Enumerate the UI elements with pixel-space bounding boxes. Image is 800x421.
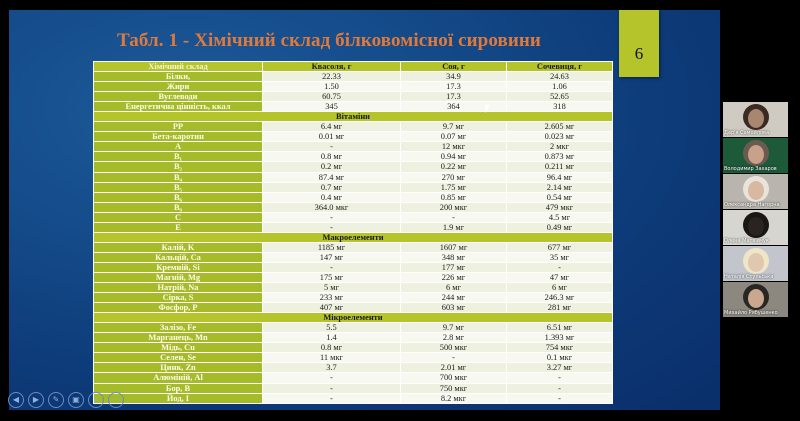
- row-label: Залізо, Fe: [94, 323, 263, 333]
- participant-name: Олена Матвійчук: [724, 238, 769, 244]
- section-header-row: [94, 232, 613, 242]
- cell-value: 24.63: [507, 72, 613, 82]
- cell-value: 2 мкг: [507, 142, 613, 152]
- cell-value: 9.7 мг: [401, 323, 507, 333]
- row-label: Жири: [94, 82, 263, 92]
- participant-face-icon: [748, 109, 764, 128]
- row-label: A: [94, 142, 263, 152]
- see-all-slides-button[interactable]: ▣: [68, 392, 84, 408]
- table-row: [94, 172, 613, 182]
- row-label: E: [94, 222, 263, 232]
- participant-face-icon: [748, 289, 764, 308]
- pen-button[interactable]: ✎: [48, 392, 64, 408]
- next-slide-button[interactable]: ▶: [28, 392, 44, 408]
- cell-value: 345: [263, 102, 401, 112]
- section-header-row: [94, 112, 613, 122]
- table-row: [94, 92, 613, 102]
- zoom-button[interactable]: ⌕: [88, 392, 104, 408]
- cell-value: 1.4: [263, 333, 401, 343]
- cell-value: 318: [507, 102, 613, 112]
- table-row: [94, 293, 613, 303]
- cell-value: 1.06: [507, 82, 613, 92]
- cell-value: 3.27 мг: [507, 363, 613, 373]
- cell-value: 177 мг: [401, 262, 507, 272]
- table-row: [94, 333, 613, 343]
- row-label: C: [94, 212, 263, 222]
- cell-value: 677 мг: [507, 242, 613, 252]
- cell-value: 0.8 мг: [263, 343, 401, 353]
- cell-value: 0.211 мг: [507, 162, 613, 172]
- cell-value: -: [263, 383, 401, 393]
- table-row: [94, 82, 613, 92]
- cell-value: 364: [401, 102, 507, 112]
- cell-value: -: [507, 393, 613, 403]
- row-label: Калій, K: [94, 242, 263, 252]
- cell-value: -: [507, 262, 613, 272]
- row-label: Селен, Se: [94, 353, 263, 363]
- participant-name: Володимир Захаров: [724, 166, 777, 172]
- cell-value: 96.4 мг: [507, 172, 613, 182]
- row-label: PP: [94, 122, 263, 132]
- cell-value: -: [507, 373, 613, 383]
- cell-value: 34.9: [401, 72, 507, 82]
- cell-value: 0.873 мг: [507, 152, 613, 162]
- section-label: Мікроелементи: [94, 313, 613, 323]
- cell-value: -: [401, 353, 507, 363]
- table-row: [94, 202, 613, 212]
- cell-value: 0.07 мг: [401, 132, 507, 142]
- table-row: [94, 343, 613, 353]
- cell-value: 700 мкг: [401, 373, 507, 383]
- cell-value: 8.2 мкг: [401, 393, 507, 403]
- cell-value: 87.4 мг: [263, 172, 401, 182]
- cell-value: 246.3 мг: [507, 293, 613, 303]
- cell-value: 11 мкг: [263, 353, 401, 363]
- cell-value: 0.22 мг: [401, 162, 507, 172]
- cell-value: 226 мг: [401, 272, 507, 282]
- cell-value: 2.8 мг: [401, 333, 507, 343]
- table-row: [94, 283, 613, 293]
- row-label: Марганець, Mn: [94, 333, 263, 343]
- column-header: Хімічний склад: [94, 62, 263, 72]
- table-row: [94, 252, 613, 262]
- cell-value: 754 мкг: [507, 343, 613, 353]
- table-row: [94, 152, 613, 162]
- cell-value: 175 мг: [263, 272, 401, 282]
- section-label: Вітаміни: [94, 112, 613, 122]
- cell-value: 244 мг: [401, 293, 507, 303]
- cell-value: 47 мг: [507, 272, 613, 282]
- cell-value: 6.51 мг: [507, 323, 613, 333]
- cell-value: 0.49 мг: [507, 222, 613, 232]
- cell-value: 4.5 мг: [507, 212, 613, 222]
- cell-value: 0.94 мг: [401, 152, 507, 162]
- chemical-composition-table: [93, 61, 613, 404]
- table-row: [94, 262, 613, 272]
- cell-value: 1607 мг: [401, 242, 507, 252]
- cell-value: 0.7 мг: [263, 182, 401, 192]
- table-row: [94, 142, 613, 152]
- table-row: [94, 393, 613, 403]
- cell-value: 12 мкг: [401, 142, 507, 152]
- section-label: Макроелементи: [94, 232, 613, 242]
- column-header: Квасоля, г: [263, 62, 401, 72]
- cell-value: 2.605 мг: [507, 122, 613, 132]
- cell-value: -: [263, 373, 401, 383]
- cell-value: 0.54 мг: [507, 192, 613, 202]
- participant-name: Наталія Стульська: [724, 274, 774, 280]
- previous-slide-button[interactable]: ◀: [8, 392, 24, 408]
- table-row: [94, 132, 613, 142]
- participant-face-icon: [748, 217, 764, 236]
- cell-value: -: [263, 142, 401, 152]
- row-label: Вуглеводи: [94, 92, 263, 102]
- cell-value: 348 мг: [401, 252, 507, 262]
- participant-tile[interactable]: [723, 102, 788, 137]
- table-row: [94, 383, 613, 393]
- row-label: Йод, I: [94, 393, 263, 403]
- row-label: B₅: [94, 182, 263, 192]
- row-label: Фосфор, P: [94, 303, 263, 313]
- cell-value: 1185 мг: [263, 242, 401, 252]
- participant-name: Михайло Рябушенко: [724, 310, 778, 316]
- row-label: Цинк, Zn: [94, 363, 263, 373]
- row-label: Кальцій, Ca: [94, 252, 263, 262]
- cell-value: -: [507, 383, 613, 393]
- row-label: Магній, Mg: [94, 272, 263, 282]
- participant-tile[interactable]: [723, 174, 788, 209]
- cell-value: 750 мкг: [401, 383, 507, 393]
- row-label: Бета-каротин: [94, 132, 263, 142]
- cell-value: 52.65: [507, 92, 613, 102]
- cell-value: 147 мг: [263, 252, 401, 262]
- row-label: B₄: [94, 172, 263, 182]
- row-label: B₉: [94, 202, 263, 212]
- cell-value: 0.023 мг: [507, 132, 613, 142]
- mouse-cursor-icon: [485, 105, 490, 113]
- table-row: [94, 242, 613, 252]
- participant-name: Олександра Нагорна: [724, 202, 780, 208]
- cell-value: -: [263, 393, 401, 403]
- cell-value: 0.2 мг: [263, 162, 401, 172]
- cell-value: 0.4 мг: [263, 192, 401, 202]
- row-label: Білки,: [94, 72, 263, 82]
- table-row: [94, 72, 613, 82]
- cell-value: 233 мг: [263, 293, 401, 303]
- cell-value: 0.85 мг: [401, 192, 507, 202]
- cell-value: 2.14 мг: [507, 182, 613, 192]
- cell-value: 1.75 мг: [401, 182, 507, 192]
- cell-value: 281 мг: [507, 303, 613, 313]
- cell-value: 22.33: [263, 72, 401, 82]
- row-label: B₂: [94, 162, 263, 172]
- row-label: Натрій, Na: [94, 283, 263, 293]
- section-header-row: [94, 313, 613, 323]
- table-header-row: [94, 62, 613, 72]
- row-label: Бор, B: [94, 383, 263, 393]
- cell-value: 6.4 мг: [263, 122, 401, 132]
- cell-value: 479 мкг: [507, 202, 613, 212]
- cell-value: 6 мг: [507, 283, 613, 293]
- cell-value: 5.5: [263, 323, 401, 333]
- slide-title: Табл. 1 - Хімічний склад білковомісної сировини: [117, 30, 541, 51]
- table-row: [94, 212, 613, 222]
- participant-tile[interactable]: [723, 138, 788, 173]
- table-row: [94, 162, 613, 172]
- participant-tile[interactable]: [723, 246, 788, 281]
- participant-tile[interactable]: [723, 282, 788, 317]
- table-row: [94, 323, 613, 333]
- table-row: [94, 122, 613, 132]
- row-label: B₆: [94, 192, 263, 202]
- participants-panel: [723, 102, 788, 318]
- presentation-slide: [9, 10, 720, 410]
- cell-value: 9.7 мг: [401, 122, 507, 132]
- slide-page-number: 6: [619, 10, 659, 77]
- cell-value: 1.9 мг: [401, 222, 507, 232]
- row-label: B₁: [94, 152, 263, 162]
- table-row: [94, 363, 613, 373]
- cell-value: 17.3: [401, 82, 507, 92]
- row-label: Алюміній, Al: [94, 373, 263, 383]
- row-label: Енергетична цінність, ккал: [94, 102, 263, 112]
- table-row: [94, 272, 613, 282]
- cell-value: -: [263, 212, 401, 222]
- participant-face-icon: [748, 181, 764, 200]
- cell-value: 17.3: [401, 92, 507, 102]
- cell-value: 0.1 мкг: [507, 353, 613, 363]
- column-header: Сочевиця, г: [507, 62, 613, 72]
- table-row: [94, 102, 613, 112]
- cell-value: 407 мг: [263, 303, 401, 313]
- row-label: Сірка, S: [94, 293, 263, 303]
- table-row: [94, 182, 613, 192]
- table-row: [94, 303, 613, 313]
- slideshow-toolbar: [8, 392, 124, 410]
- cell-value: -: [263, 222, 401, 232]
- cell-value: 2.01 мг: [401, 363, 507, 373]
- participant-tile[interactable]: [723, 210, 788, 245]
- table-row: [94, 192, 613, 202]
- participant-face-icon: [748, 145, 764, 164]
- cell-value: -: [263, 262, 401, 272]
- cell-value: 6 мг: [401, 283, 507, 293]
- cell-value: 364.0 мкг: [263, 202, 401, 212]
- table-row: [94, 222, 613, 232]
- row-label: Кремній, Si: [94, 262, 263, 272]
- cell-value: 0.8 мг: [263, 152, 401, 162]
- table-row: [94, 373, 613, 383]
- cell-value: 5 мг: [263, 283, 401, 293]
- cell-value: -: [401, 212, 507, 222]
- cell-value: 603 мг: [401, 303, 507, 313]
- cell-value: 1.393 мг: [507, 333, 613, 343]
- participant-name: Дар'я Самойлова: [724, 130, 770, 136]
- cell-value: 3.7: [263, 363, 401, 373]
- cell-value: 35 мг: [507, 252, 613, 262]
- cell-value: 200 мкг: [401, 202, 507, 212]
- row-label: Мідь, Cu: [94, 343, 263, 353]
- cell-value: 270 мг: [401, 172, 507, 182]
- more-options-button[interactable]: ···: [108, 392, 124, 408]
- participant-face-icon: [748, 253, 764, 272]
- cell-value: 0.01 мг: [263, 132, 401, 142]
- table-row: [94, 353, 613, 363]
- cell-value: 500 мкг: [401, 343, 507, 353]
- column-header: Соя, г: [401, 62, 507, 72]
- cell-value: 60.75: [263, 92, 401, 102]
- cell-value: 1.50: [263, 82, 401, 92]
